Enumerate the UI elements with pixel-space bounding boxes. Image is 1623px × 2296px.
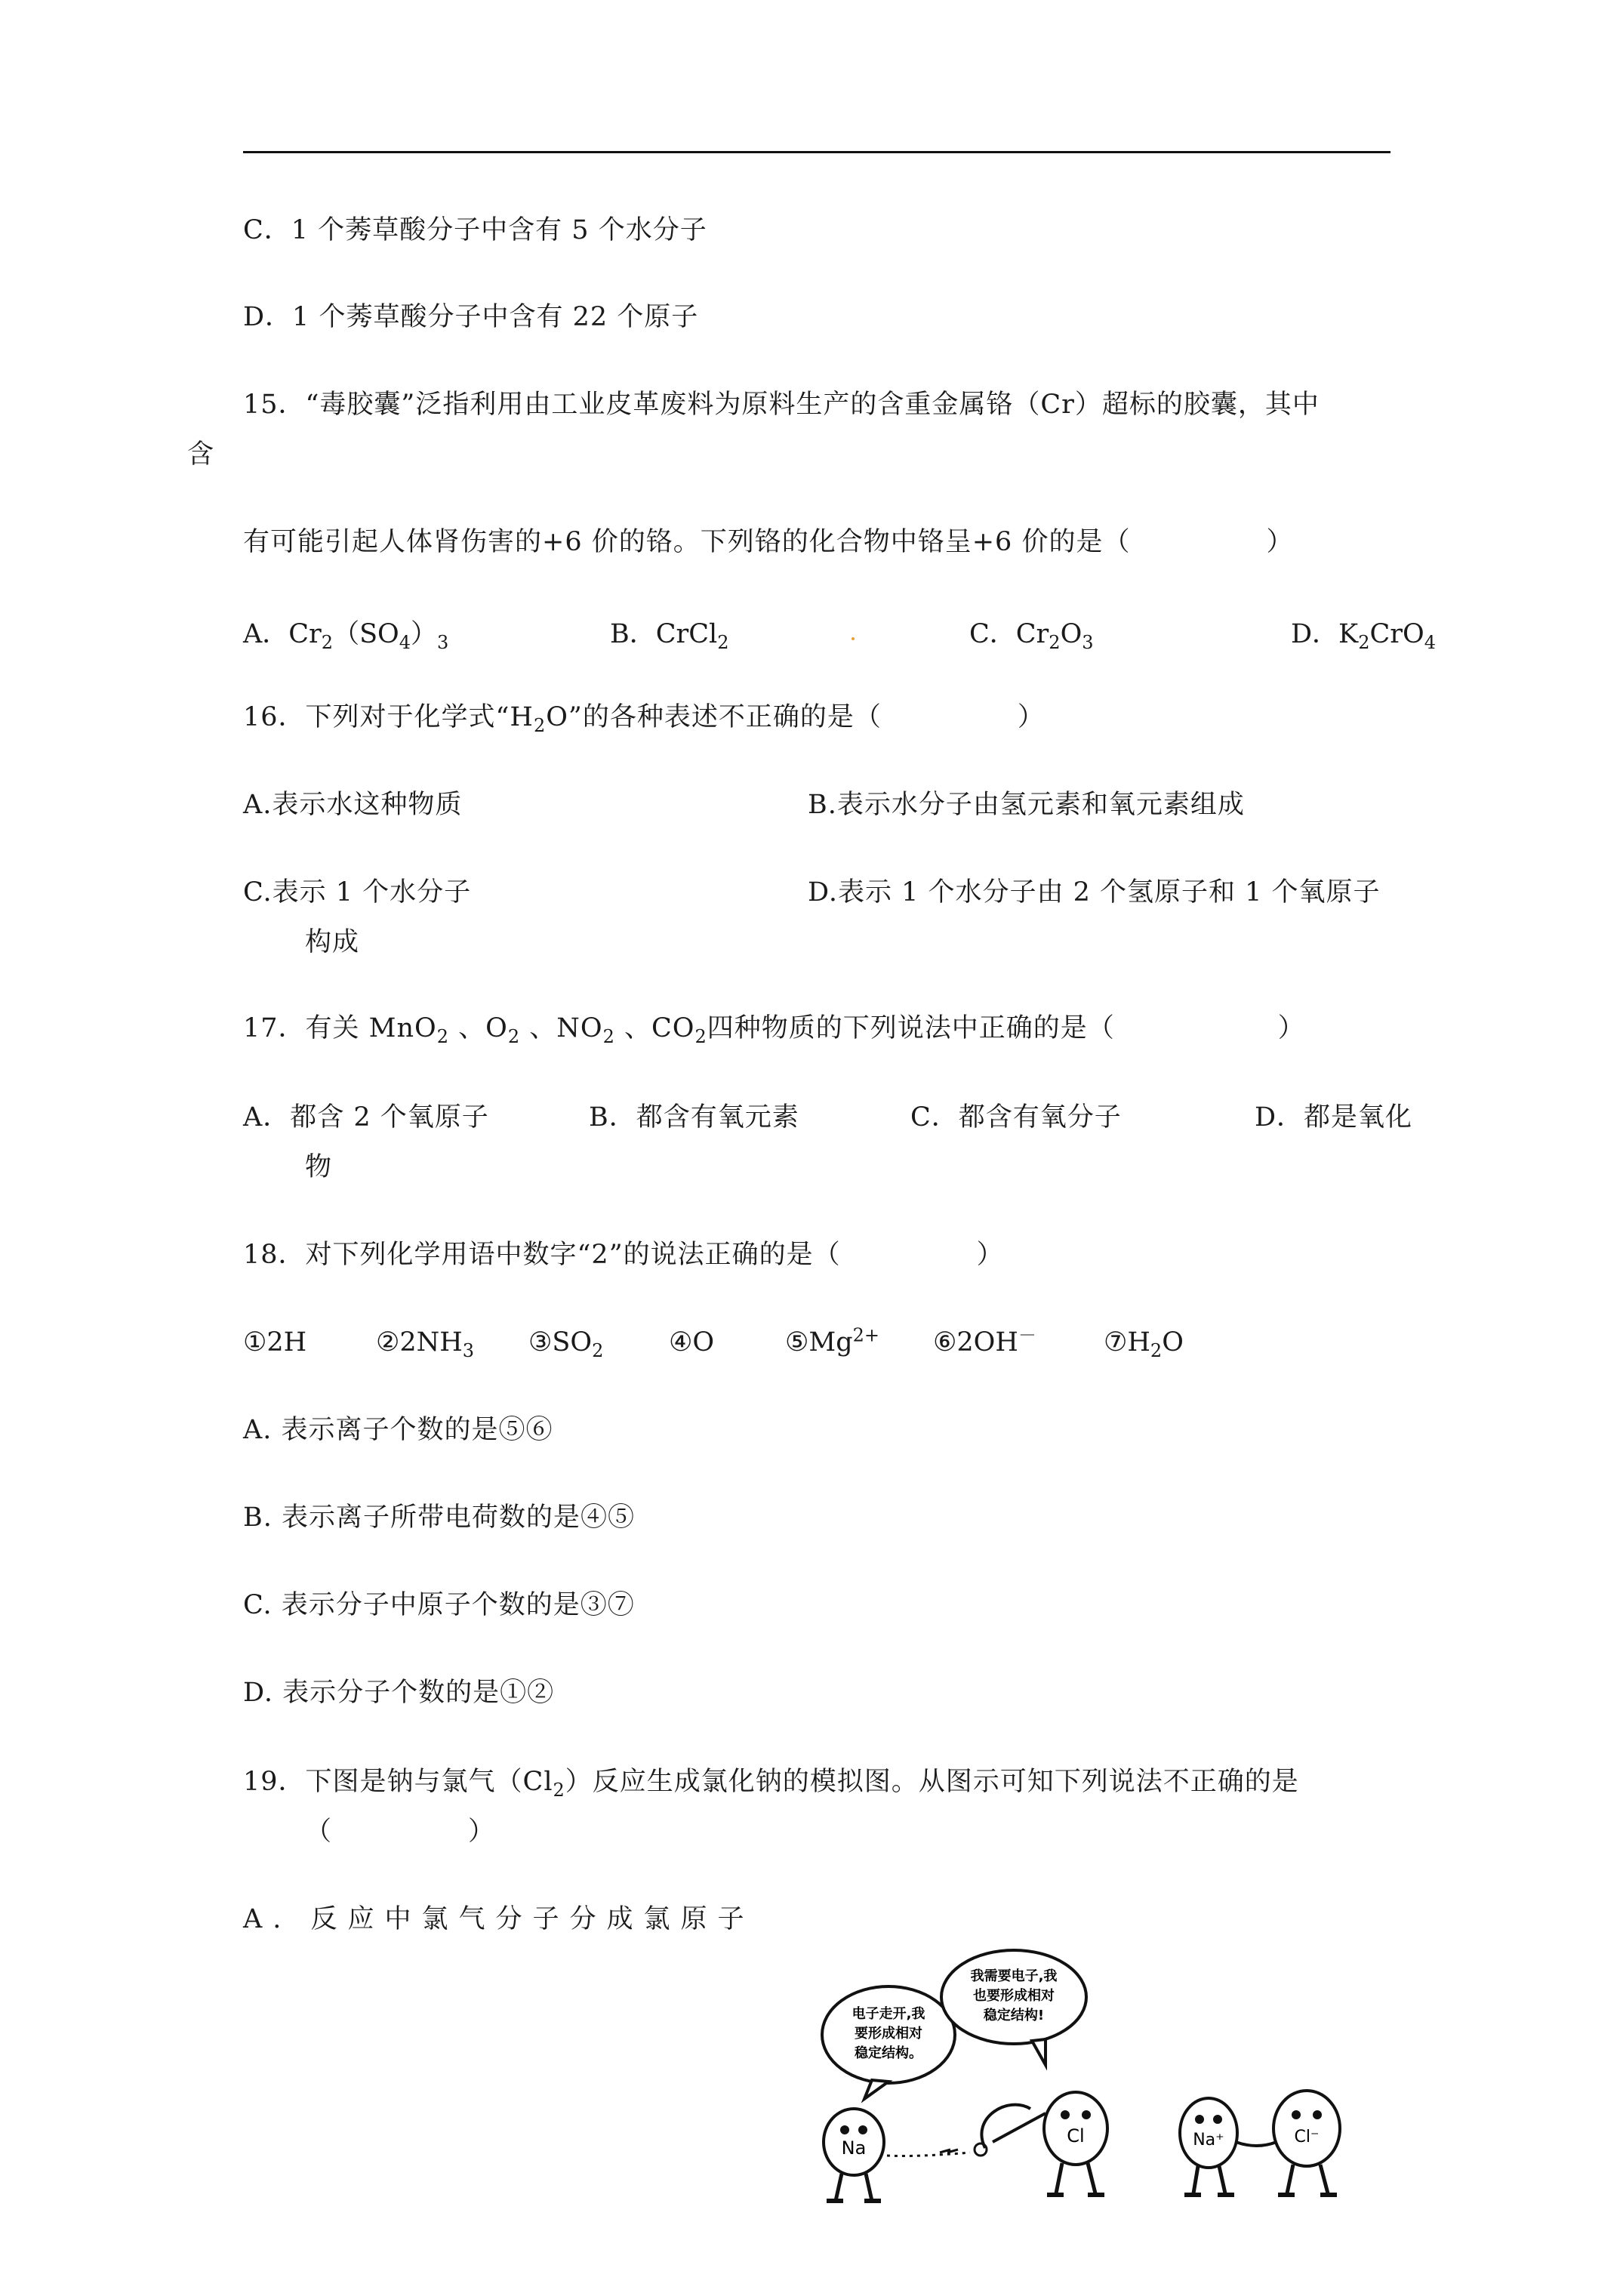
q18-stem: 18．对下列化学用语中数字“2”的说法正确的是（ ）: [243, 1240, 1004, 1270]
cl-ion-character: [1273, 2091, 1340, 2195]
q19-stem: 19．下图是钠与氯气$(Cl_2)$反应生成氯化钠的模拟图。从图示可知下列说法不正确的是: [243, 1767, 1299, 1801]
q18-symbol-7: $⑦H_2O$: [1104, 1327, 1184, 1361]
na-label: Na: [841, 2137, 867, 2159]
speech-bubble-right: [941, 1950, 1086, 2065]
bubble-right-line-3: 稳定结构!: [983, 2008, 1045, 2023]
q18-option-d: D. 表示分子个数的是①②: [243, 1678, 555, 1708]
bubble-left-line-3: 稳定结构。: [855, 2045, 922, 2061]
q16-option-d-wrap: 构成: [305, 927, 360, 957]
q16-option-a: A.表示水这种物质: [243, 790, 463, 820]
electron-net: [981, 2105, 1046, 2148]
q18-symbol-1: ①2H: [243, 1327, 307, 1358]
q17-option-c: C．都含有氧分子: [910, 1102, 1122, 1133]
q15-option-a: A．$Cr_2(SO_4)_3$: [243, 619, 449, 653]
q17-option-a: A．都含 2 个氧原子: [243, 1102, 489, 1133]
stray-dot: [852, 637, 855, 640]
cl-label: Cl: [1067, 2125, 1085, 2147]
q15-stem-wrap: 含: [187, 439, 215, 470]
q15-option-b: B．CrCl$_2$: [610, 619, 729, 653]
q16-option-b: B.表示水分子由氢元素和氧元素组成: [808, 790, 1245, 820]
q19-option-a: A. 反应中氯气分子分成氯原子: [243, 1904, 755, 1934]
bubble-right-line-2: 也要形成相对: [973, 1988, 1055, 2004]
bubble-right-line-1: 我需要电子,我: [970, 1968, 1058, 1984]
q18-option-a: A. 表示离子个数的是⑤⑥: [243, 1415, 553, 1445]
na-atom-character: [824, 2109, 884, 2201]
q18-symbol-5: $⑤Mg^{2+}$: [785, 1324, 880, 1358]
q16-stem: 16．下列对于化学式“$H_2O$”的各种表述不正确的是（ ）: [243, 702, 1045, 736]
q17-option-b: B．都含有氧元素: [589, 1102, 799, 1133]
q19-paren: （ ）: [305, 1817, 496, 1847]
q18-symbol-6: ⑥2OH－: [933, 1324, 1036, 1358]
q15-stem-line2: 有可能引起人体肾伤害的+6 价的铬。下列铬的化合物中铬呈+6 价的是（ ）: [243, 527, 1294, 557]
speech-bubble-left: [822, 1986, 955, 2099]
na-ion-character: [1180, 2098, 1237, 2195]
cl-atom-character: [1044, 2092, 1107, 2195]
q17-option-d: D．都是氧化: [1255, 1102, 1413, 1133]
cl-ion-label: Cl⁻: [1294, 2128, 1320, 2147]
na-ion-label: Na⁺: [1193, 2131, 1224, 2150]
electron-trail: [887, 2143, 987, 2156]
q18-option-b: B. 表示离子所带电荷数的是④⑤: [243, 1502, 635, 1533]
q16-option-d: D.表示 1 个水分子由 2 个氢原子和 1 个氧原子: [808, 877, 1381, 908]
holding-hands: [1236, 2142, 1277, 2146]
q15-option-d: D．$K_2CrO_4$: [1291, 619, 1436, 653]
bubble-left-line-1: 电子走开,我: [852, 2006, 925, 2022]
q14-option-c: C．1 个莠草酸分子中含有 5 个水分子: [243, 215, 707, 245]
q18-symbol-3: $③SO_2$: [528, 1327, 604, 1361]
sodium-chlorine-reaction-cartoon: [819, 1944, 1393, 2216]
q18-option-c: C. 表示分子中原子个数的是③⑦: [243, 1590, 635, 1620]
q14-option-d: D．1 个莠草酸分子中含有 22 个原子: [243, 302, 699, 332]
q17-stem: 17．有关 MnO$_2$ 、$O_2$ 、$NO_2$ 、$CO_2$四种物质的下列说法中正确的是（ ）: [243, 1013, 1305, 1047]
q15-stem-line1: 15．“毒胶囊”泛指利用由工业皮革废料为原料生产的含重金属铬（Cr）超标的胶囊，其中: [243, 390, 1320, 420]
q18-symbol-2: $②2NH_3$: [376, 1327, 475, 1361]
bubble-left-line-2: 要形成相对: [855, 2026, 922, 2042]
q17-option-d-wrap: 物: [305, 1152, 333, 1182]
q16-option-c: C.表示 1 个水分子: [243, 877, 472, 908]
header-rule: [243, 151, 1390, 153]
q15-option-c: C．$Cr_2O_3$: [969, 619, 1094, 653]
q18-symbol-4: ④O: [669, 1327, 715, 1358]
